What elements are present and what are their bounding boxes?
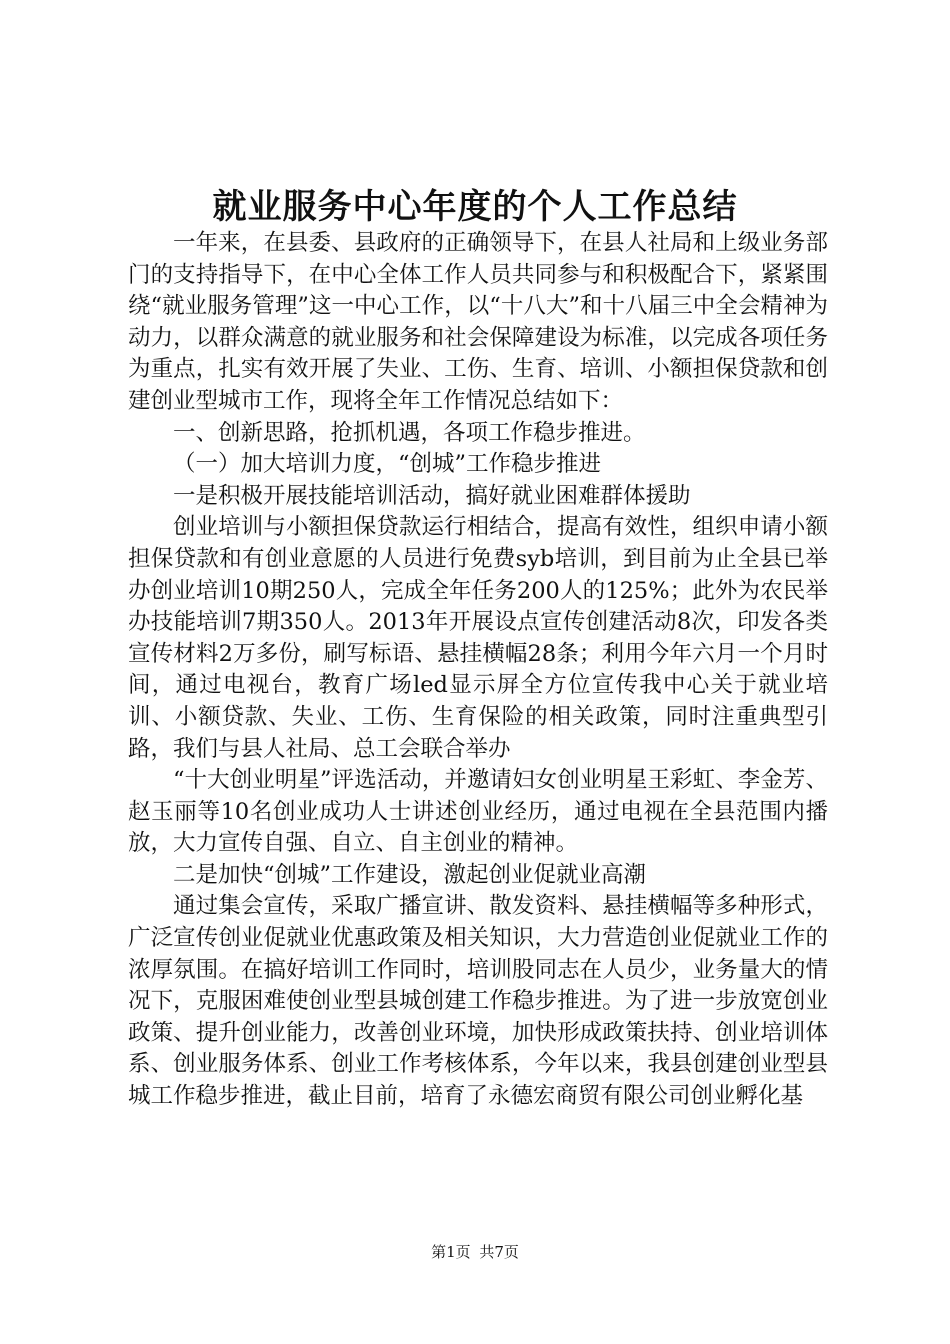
page-number: 第1页 <box>431 1243 471 1261</box>
heading-subsection-1: （一）加大培训力度，“创城”工作稳步推进 <box>173 451 602 478</box>
paragraph-campaign: 通过集会宣传，采取广播宣讲、散发资料、悬挂横幅等多种形式，广泛宣传创业促就业优惠政策及相关知识，大力营造创业促就业工作的浓厚氛围。在搞好培训工作同时，培训股同志在人员少，业务量大的情况下，克服困难使创业型县城创建工作稳步推进。为了进一步放宽创业政策、提升创业能力，改善创业环境，加快形成政策扶持、创业培训体系、创业服务体系、创业工作考核体系，今年以来，我县创建创业型县城工作稳步推进，截止目前，培育了永德宏商贸有限公司创业孵化基 <box>128 893 828 1110</box>
document-title: 就业服务中心年度的个人工作总结 <box>212 187 738 227</box>
document-body <box>128 228 828 1113</box>
page-total: 共7页 <box>479 1243 519 1261</box>
paragraph-training: 创业培训与小额担保贷款运行相结合，提高有效性，组织申请小额担保贷款和有创业意愿的人员进行免费syb培训，到目前为止全县已举办创业培训10期250人，完成全年任务200人的125%；此外为农民举办技能培训7期350人。2013年开展设点宣传创建活动8次，印发各类宣传材料2万多份，刷写标语、悬挂横幅28条；利用今年六月一个月时间，通过电视台，教育广场led显示屏全方位宣传我中心关于就业培训、小额贷款、失业、工伤、生育保险的相关政策，同时注重典型引路，我们与县人社局、总工会联合举办 <box>128 514 828 762</box>
heading-point-2: 二是加快“创城”工作建设，激起创业促就业高潮 <box>173 861 647 888</box>
heading-point-1: 一是积极开展技能培训活动，搞好就业困难群体援助 <box>173 482 691 509</box>
heading-section-1: 一、创新思路，抢抓机遇，各项工作稳步推进。 <box>173 419 646 446</box>
paragraph-intro: 一年来，在县委、县政府的正确领导下，在县人社局和上级业务部门的支持指导下，在中心全体工作人员共同参与和积极配合下，紧紧围绕“就业服务管理”这一中心工作，以“十八大”和十八届三中全会精神为动力，以群众满意的就业服务和社会保障建设为标准，以完成各项任务为重点，扎实有效开展了失业、工伤、生育、培训、小额担保贷款和创建创业型城市工作，现将全年工作情况总结如下： <box>128 230 828 414</box>
page-footer <box>0 1242 950 1262</box>
paragraph-stars: “十大创业明星”评选活动，并邀请妇女创业明星王彩虹、李金芳、赵玉丽等10名创业成功人士讲述创业经历，通过电视在全县范围内播放，大力宣传自强、自立、自主创业的精神。 <box>128 767 828 857</box>
